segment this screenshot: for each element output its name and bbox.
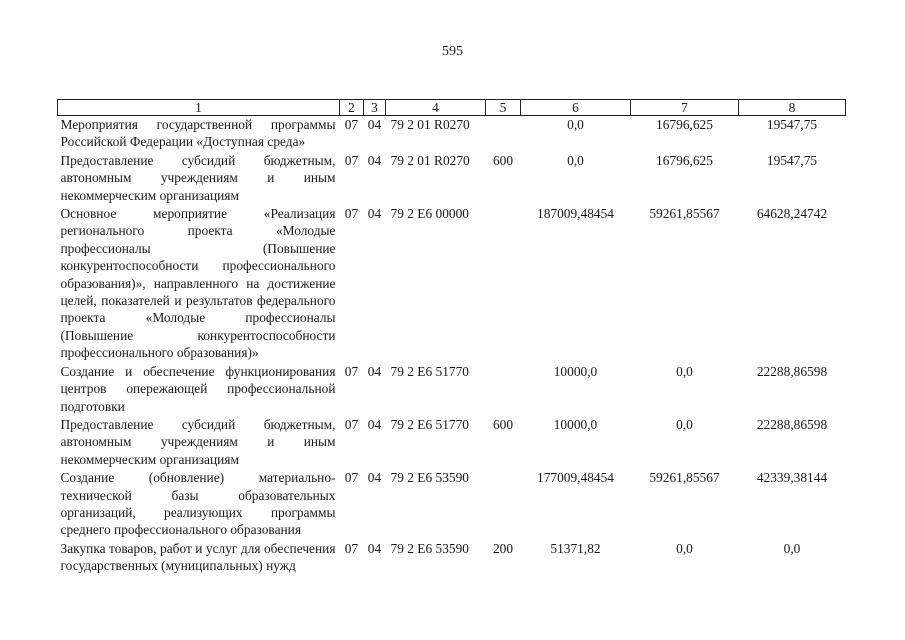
row-rz: 07 [344, 363, 359, 379]
column-header: 7 [631, 100, 739, 116]
row-rz: 07 [344, 117, 359, 132]
table-header-row [58, 100, 846, 116]
column-header: 2 [340, 100, 364, 116]
row-vr [486, 363, 521, 416]
table-row [58, 116, 846, 152]
row-value-8: 42339,38144 [756, 470, 828, 486]
row-csr: 79 2 E6 51770 [390, 416, 469, 432]
row-value-6: 10000,0 [553, 416, 598, 432]
column-header: 1 [58, 100, 340, 116]
row-value-8: 22288,86598 [756, 416, 828, 432]
row-vr: 200 [492, 540, 514, 556]
row-pr: 04 [367, 363, 382, 379]
table-row [58, 205, 846, 363]
row-pr: 04 [367, 152, 382, 168]
row-pr: 04 [367, 206, 382, 222]
row-name: Основное мероприятие «Реализация регионального проекта «Молодые профессионалы (Повышение конкурентоспособности профессионального образования)», направленного на достижение целей, показателей и результатов федерального проекта «Молодые профессионалы (Повышение конкурентоспособности профессионального образования)» [60, 206, 336, 361]
row-value-8: 19547,75 [766, 152, 818, 168]
row-value-7: 0,0 [676, 540, 693, 556]
row-pr: 04 [367, 416, 382, 432]
row-pr: 04 [367, 117, 382, 132]
row-name: Предоставление субсидий бюджетным, автономным учреждениям и иным некоммерческим организациям [60, 416, 336, 467]
table-row [58, 152, 846, 205]
row-csr: 79 2 E6 53590 [390, 470, 469, 486]
table-row [58, 363, 846, 416]
row-name: Предоставление субсидий бюджетным, автономным учреждениям и иным некоммерческим организациям [60, 152, 336, 203]
column-header: 4 [386, 100, 486, 116]
row-value-8: 22288,86598 [756, 363, 828, 379]
row-vr [486, 116, 521, 152]
row-rz: 07 [344, 152, 359, 168]
row-pr: 04 [367, 540, 382, 556]
table-row [58, 416, 846, 469]
row-value-7: 0,0 [676, 416, 693, 432]
row-csr: 79 2 01 R0270 [390, 117, 470, 132]
row-vr [486, 469, 521, 540]
row-csr: 79 2 E6 53590 [390, 540, 469, 556]
row-value-8: 0,0 [783, 540, 801, 556]
row-value-8: 64628,24742 [756, 206, 828, 222]
row-csr: 79 2 E6 00000 [390, 206, 469, 222]
row-value-7: 59261,85567 [649, 470, 720, 486]
row-rz: 07 [344, 206, 359, 222]
row-csr: 79 2 01 R0270 [390, 152, 470, 168]
budget-table [57, 99, 846, 576]
row-rz: 07 [344, 416, 359, 432]
row-name: Мероприятия государственной программы Российской Федерации «Доступная среда» [60, 117, 336, 150]
row-value-6: 0,0 [567, 152, 584, 168]
row-value-6: 0,0 [567, 117, 584, 132]
column-header: 3 [364, 100, 386, 116]
row-value-6: 187009,48454 [537, 206, 614, 222]
table-row [58, 540, 846, 576]
row-value-7: 16796,625 [656, 152, 713, 168]
page-number: 595 [442, 44, 463, 59]
row-rz: 07 [344, 540, 359, 556]
row-value-6: 51371,82 [550, 540, 601, 556]
row-value-6: 177009,48454 [537, 470, 614, 486]
row-value-7: 0,0 [676, 363, 693, 379]
row-vr: 600 [492, 152, 514, 168]
row-name: Закупка товаров, работ и услуг для обеспечения государственных (муниципальных) нужд [60, 540, 336, 574]
row-name: Создание (обновление) материально-технической базы образовательных организаций, реализующих программы среднего профессионального образования [60, 470, 336, 538]
row-value-6: 10000,0 [553, 363, 598, 379]
row-value-7: 16796,625 [656, 117, 713, 132]
row-csr: 79 2 E6 51770 [390, 363, 469, 379]
table-row [58, 469, 846, 540]
row-value-7: 59261,85567 [649, 206, 720, 222]
row-vr [486, 205, 521, 363]
column-header: 8 [739, 100, 846, 116]
row-value-8: 19547,75 [766, 117, 818, 132]
row-rz: 07 [344, 470, 359, 486]
column-header: 6 [521, 100, 631, 116]
row-pr: 04 [367, 470, 382, 486]
column-header: 5 [486, 100, 521, 116]
row-vr: 600 [492, 416, 514, 432]
row-name: Создание и обеспечение функционирования центров опережающей профессиональной подготовки [60, 363, 336, 414]
